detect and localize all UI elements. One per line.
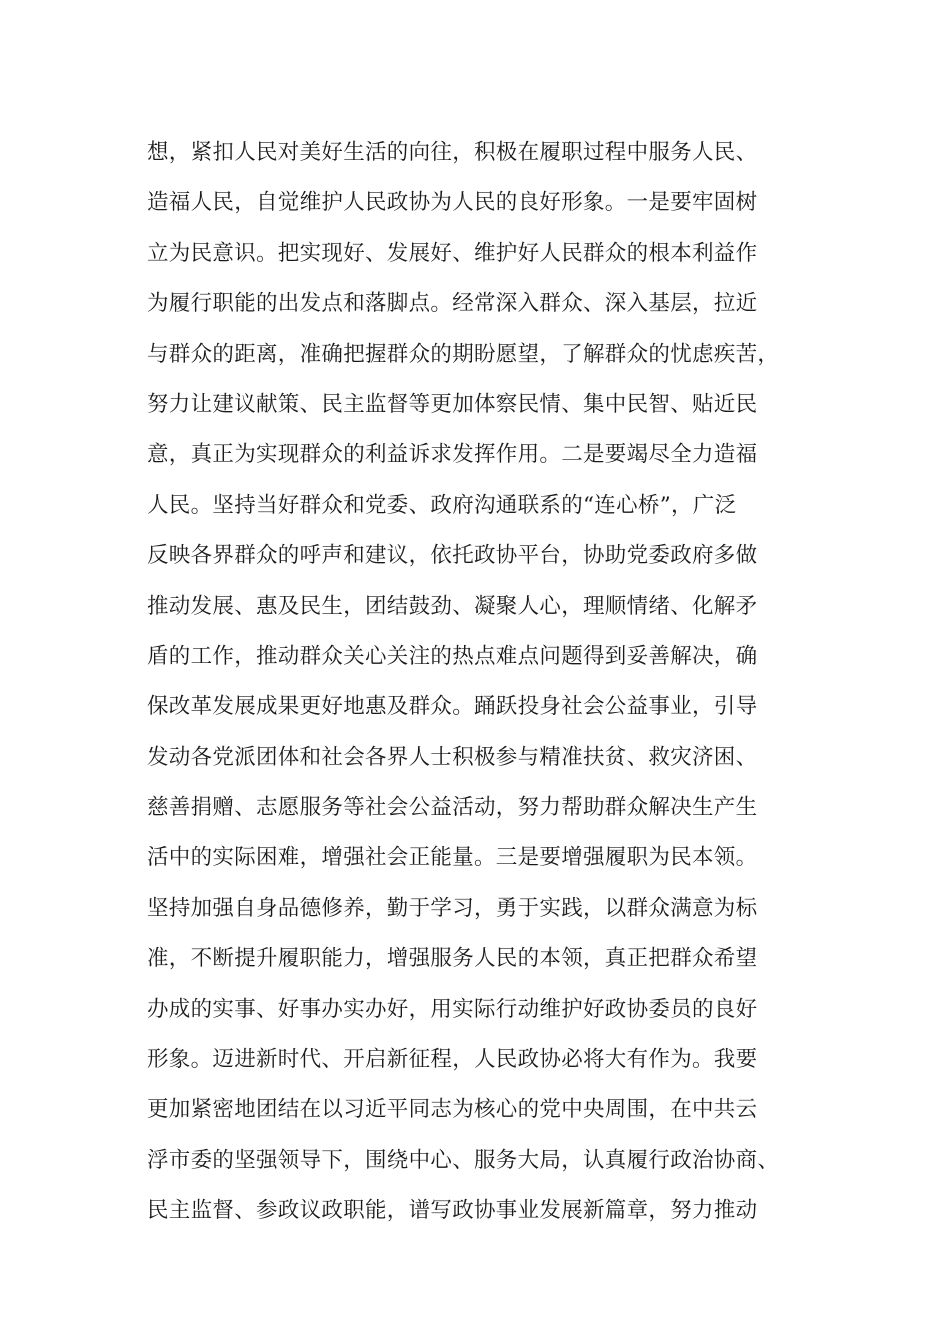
text-line: 想，紧扣人民对美好生活的向往，积极在履职过程中服务人民、 <box>147 140 758 165</box>
text-line: 慈善捐赠、志愿服务等社会公益活动，努力帮助群众解决生产生 <box>147 795 758 821</box>
text-line: 推动发展、惠及民生，团结鼓劲、凝聚人心，理顺情绪、化解矛 <box>147 593 758 619</box>
text-line: 坚持加强自身品德修养，勤于学习，勇于实践，以群众满意为标 <box>147 895 758 921</box>
text-line: 与群众的距离，准确把握群众的期盼愿望，了解群众的忧虑疾苦， <box>147 341 780 367</box>
text-line: 为履行职能的出发点和落脚点。经常深入群众、深入基层，拉近 <box>147 291 758 317</box>
text-line: 立为民意识。把实现好、发展好、维护好人民群众的根本利益作 <box>147 240 758 266</box>
text-line: 更加紧密地团结在以习近平同志为核心的党中央周围，在中共云 <box>147 1097 758 1123</box>
body-text <box>147 128 787 1237</box>
text-line: 浮市委的坚强领导下，围绕中心、服务大局，认真履行政治协商、 <box>147 1147 780 1173</box>
text-line: 办成的实事、好事办实办好，用实际行动维护好政协委员的良好 <box>147 996 758 1022</box>
text-line: 人民。坚持当好群众和党委、政府沟通联系的“连心桥”，广泛 <box>147 492 737 518</box>
text-line: 发动各党派团体和社会各界人士积极参与精准扶贫、救灾济困、 <box>147 744 758 770</box>
text-line: 形象。迈进新时代、开启新征程，人民政协必将大有作为。我要 <box>147 1047 758 1073</box>
text-line: 保改革发展成果更好地惠及群众。踊跃投身社会公益事业，引导 <box>147 694 758 720</box>
text-line: 努力让建议献策、民主监督等更加体察民情、集中民智、贴近民 <box>147 391 758 417</box>
text-line: 准，不断提升履职能力，增强服务人民的本领，真正把群众希望 <box>147 946 758 972</box>
text-line: 造福人民，自觉维护人民政协为人民的良好形象。一是要牢固树 <box>147 190 758 216</box>
text-line: 反映各界群众的呼声和建议，依托政协平台，协助党委政府多做 <box>147 543 758 569</box>
text-line: 活中的实际困难，增强社会正能量。三是要增强履职为民本领。 <box>147 845 758 871</box>
text-line: 意，真正为实现群众的利益诉求发挥作用。二是要竭尽全力造福 <box>147 442 758 468</box>
text-line: 民主监督、参政议政职能，谱写政协事业发展新篇章，努力推动 <box>147 1198 758 1224</box>
text-line: 盾的工作，推动群众关心关注的热点难点问题得到妥善解决，确 <box>147 643 758 669</box>
